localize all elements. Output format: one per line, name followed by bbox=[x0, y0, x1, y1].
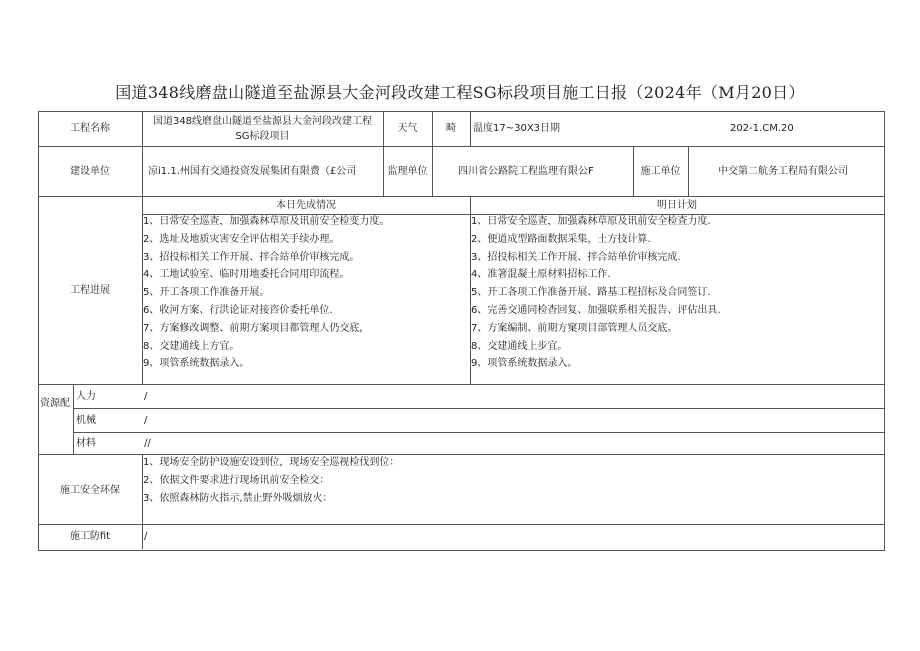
row-divider bbox=[73, 408, 884, 409]
plan-list bbox=[471, 213, 721, 373]
contractor-label: 施工单位 bbox=[640, 166, 681, 177]
col-divider bbox=[432, 146, 433, 196]
list-item: 7、方案编制、前期方窠项目部管理人员交底。 bbox=[471, 322, 678, 334]
resources-label: 资源配 bbox=[40, 398, 70, 409]
row-divider bbox=[38, 196, 884, 197]
list-item: 5、开工各项工作准备开展、路基工程招标及合同签订. bbox=[471, 287, 711, 299]
today-header: 本日先成情况 bbox=[276, 200, 336, 211]
owner-label: 建设单位 bbox=[70, 166, 110, 177]
plan-header: 明日计划 bbox=[657, 200, 697, 211]
weather-label: 天气 bbox=[397, 123, 418, 134]
page-title: 国道348线磨盘山隧道至盐源县大金河段改建工程SG标段项目施工日报（2024年（M月20日） bbox=[115, 83, 805, 102]
resource-value-labor: / bbox=[144, 391, 148, 402]
row-divider bbox=[38, 146, 884, 147]
flood-value: / bbox=[144, 531, 148, 542]
list-item: 9、项管系统数据录入。 bbox=[471, 358, 578, 370]
owner-value: 凉i1.1.州国有交通投资发展集团有限费（£公司 bbox=[148, 166, 357, 177]
list-item: 1、日常安全巡查，加强森林草原及讯前安全检查力度. bbox=[471, 216, 711, 227]
safety-label: 施工安全环保 bbox=[60, 485, 120, 496]
list-item: 1、现场安全防护设施安设到位，现场安全巡视检伐到位： bbox=[143, 457, 400, 468]
flood-label: 施工防fit bbox=[69, 531, 111, 542]
list-item: 6、完善交通同检杳回复、加强联系相关报告、评估出具. bbox=[471, 304, 721, 316]
list-item: 9、项管系统数据录入。 bbox=[143, 358, 250, 370]
project-name-label: 工程名称 bbox=[70, 123, 110, 134]
date-value: 202-1.CM.20 bbox=[730, 123, 794, 134]
today-list bbox=[143, 213, 389, 373]
list-item: 1、日常安全巡查，加强森林草原及讯前安全检变力度。 bbox=[143, 216, 390, 227]
row-divider bbox=[38, 384, 884, 385]
list-item: 8、交建通线上方宜。 bbox=[143, 340, 240, 352]
list-item: 7、方案修改调整、前期方案项目都管理人仍交底， bbox=[143, 322, 370, 334]
list-item: 4、准箸混凝土原材料招标工作. bbox=[471, 269, 611, 281]
list-item: 3、招投标相关工作开展、拌合站单价审核完成。 bbox=[143, 251, 360, 263]
resource-value-machinery: / bbox=[144, 415, 148, 426]
list-item: 3、招投标相关工作开展、拌合站单价审核完成. bbox=[471, 251, 681, 263]
col-divider bbox=[73, 384, 74, 454]
supervisor-value: 四川省公路院工程监理有限公F bbox=[458, 166, 594, 177]
supervisor-label: 监理单位 bbox=[387, 166, 428, 177]
contractor-value: 中交第二航务工程局有限公司 bbox=[718, 166, 848, 177]
list-item: 2、选址及地质灾害安全评估相关手续办理。 bbox=[143, 233, 340, 245]
project-name-line1: 国道348线磨盘山隧道至盐源县大金河段改建工程 bbox=[152, 116, 373, 127]
list-item: 4、工地试验室、临时用地委托合同用印流程。 bbox=[143, 269, 350, 281]
list-item: 6、收河方案、行洪论证对接咨价委托单位. bbox=[143, 304, 333, 316]
resource-name-labor: 人力 bbox=[76, 391, 96, 402]
temperature-date: 温度17~30X3日期 bbox=[473, 123, 561, 134]
list-item: 8、交建通线上步宜。 bbox=[471, 340, 568, 352]
resource-value-material: // bbox=[144, 438, 151, 449]
weather-value: 畸 bbox=[446, 123, 456, 134]
col-divider bbox=[470, 111, 471, 146]
project-name-line2: SG标段项目 bbox=[235, 131, 290, 142]
list-item: 2、依据文件要求进行现场讯前安全检交： bbox=[143, 474, 330, 486]
resource-name-material: 材料 bbox=[76, 438, 96, 449]
col-divider bbox=[688, 146, 689, 196]
list-item: 3、依照森林防火指示,禁止野外吸烟放火： bbox=[143, 492, 333, 504]
progress-label: 工程进展 bbox=[70, 285, 110, 296]
safety-list bbox=[143, 454, 399, 507]
resource-name-machinery: 机械 bbox=[76, 415, 96, 426]
list-item: 5、开工各项工作准备开展。 bbox=[143, 287, 270, 299]
row-divider bbox=[73, 432, 884, 433]
list-item: 2、便道成型路面数据采集，土方技计算. bbox=[471, 233, 651, 245]
row-divider bbox=[38, 524, 884, 525]
